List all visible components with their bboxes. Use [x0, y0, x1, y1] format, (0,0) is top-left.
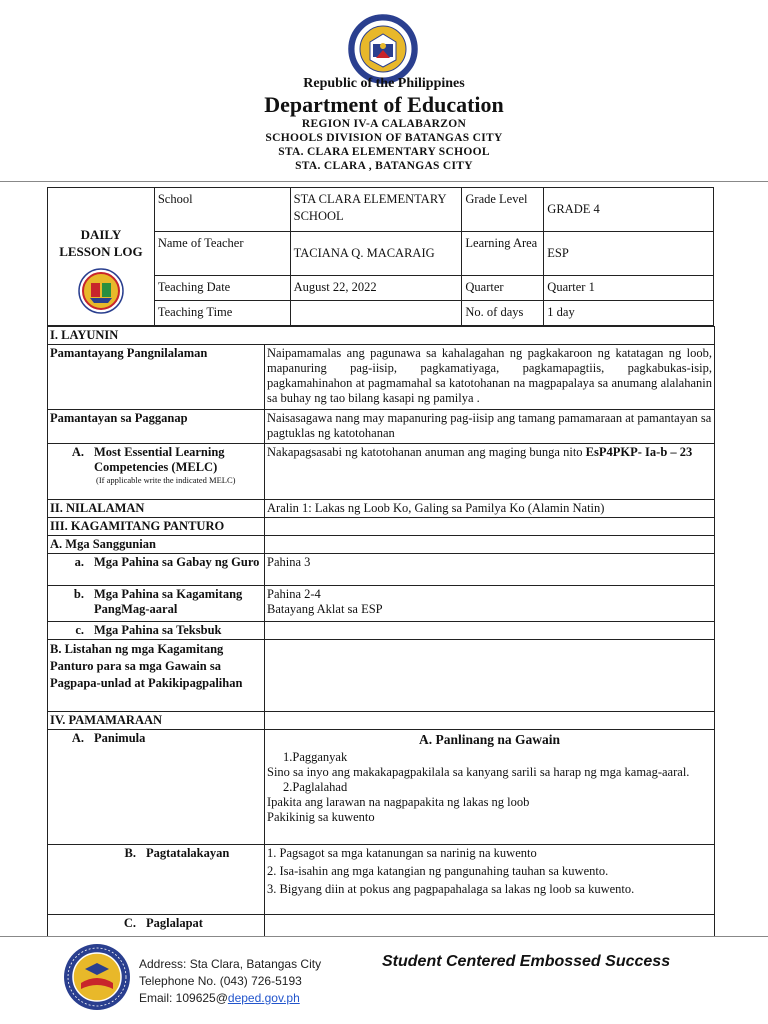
footer-telephone: Telephone No. (043) 726-5193: [139, 974, 302, 988]
talakay-item-1: 1. Pagsagot sa mga katanungan sa narinig na kuwento: [267, 846, 537, 860]
layunin-heading: I. LAYUNIN: [48, 327, 715, 345]
department-title: Department of Education: [264, 92, 504, 117]
pamamaraan-value: [265, 712, 715, 730]
school-motto: Student Centered Embossed Success: [382, 953, 671, 970]
talakay-item-2: 2. Isa-isahin ang mga katangian ng pangunahing tauhan sa kuwento.: [267, 864, 609, 878]
republic-line: Republic of the Philippines: [303, 76, 465, 91]
gabay-value: Pahina 3: [265, 554, 715, 586]
quarter-value: Quarter 1: [544, 276, 714, 301]
teaching-date-value: August 22, 2022: [290, 276, 462, 301]
melc-value-cell: [265, 444, 715, 500]
pamantayan-sa-pagganap-value: Naisasagawa nang may mapanuring pag-iisip ang tamang pamamaraan at pamantayan sa pagtuklas ng katotohanan: [265, 410, 715, 444]
footer-email-link[interactable]: deped.gov.ph: [227, 991, 300, 1005]
magaaral-value-cell: [265, 586, 715, 622]
magaaral-value-1: Pahina 2-4: [267, 587, 321, 601]
pagtatalakayan-cell: [48, 845, 265, 915]
quarter-label: Quarter: [462, 276, 544, 301]
footer-email-prefix: Email: 109625@: [139, 991, 228, 1005]
grade-level-value: GRADE 4: [544, 188, 714, 232]
division-line: SCHOOLS DIVISION OF BATANGAS CITY: [265, 132, 503, 144]
grade-level-label: Grade Level: [462, 188, 544, 232]
panimula-label: Panimula: [94, 731, 146, 745]
melc-label-cell: [48, 444, 265, 500]
region-line: REGION IV-A CALABARZON: [301, 118, 467, 130]
teaching-time-value: [290, 301, 462, 326]
paglalapat-marker: C.: [123, 916, 136, 930]
melc-code: EsP4PKP- Ia-b – 23: [585, 445, 693, 459]
teacher-value: TACIANA Q. MACARAIG: [290, 232, 462, 276]
pagtatalakayan-content: [265, 845, 715, 915]
melc-label: Most Essential Learning Competencies (MELC): [94, 445, 225, 474]
deped-seal-icon: [348, 14, 418, 84]
melc-marker: A.: [71, 445, 84, 459]
paglalahad-text-2: Pakikinig sa kuwento: [267, 810, 375, 824]
panimula-content: [265, 730, 715, 845]
pagganyak-heading: 1.Pagganyak: [283, 750, 348, 764]
learning-area-value: ESP: [544, 232, 714, 276]
days-value: 1 day: [544, 301, 714, 326]
panlinang-title: A. Panlinang na Gawain: [418, 732, 561, 747]
kagamitang-panturo-label: III. KAGAMITANG PANTURO: [48, 518, 265, 536]
listahan-value: [265, 640, 715, 712]
melc-note: (If applicable write the indicated MELC): [96, 475, 236, 485]
school-value: STA CLARA ELEMENTARY SCHOOL: [290, 188, 462, 232]
daily-lesson-log-cell: [48, 188, 155, 326]
nilalaman-label: II. NILALAMAN: [48, 500, 265, 518]
pamantayang-pangnilalaman-label: Pamantayang Pangnilalaman: [48, 345, 265, 410]
nilalaman-value: Aralin 1: Lakas ng Loob Ko, Galing sa Pamilya Ko (Alamin Natin): [265, 500, 715, 518]
magaaral-value-2: Batayang Aklat sa ESP: [267, 602, 383, 616]
talakay-item-3: 3. Bigyang diin at pokus ang pagpapahalaga sa lakas ng loob sa kuwento.: [267, 882, 635, 896]
dll-title-line2: LESSON LOG: [59, 244, 143, 259]
school-logo-icon: [78, 268, 124, 314]
pagganyak-text: Sino sa inyo ang makakapagpakilala sa kanyang sarili sa harap ng mga kamag-aaral.: [267, 765, 690, 779]
paglalapat-cell: [48, 915, 265, 937]
days-label: No. of days: [462, 301, 544, 326]
footer-email: [139, 991, 300, 1005]
school-label: School: [154, 188, 290, 232]
pagtatalakayan-label: Pagtatalakayan: [146, 846, 230, 860]
sanggunian-value: [265, 536, 715, 554]
magaaral-label: Mga Pahina sa Kagamitang PangMag-aaral: [94, 587, 243, 616]
teksbuk-label: Mga Pahina sa Teksbuk: [94, 623, 222, 637]
panimula-cell: [48, 730, 265, 845]
location-line: STA. CLARA , BATANGAS CITY: [295, 160, 473, 172]
school-line: STA. CLARA ELEMENTARY SCHOOL: [278, 146, 490, 158]
listahan-label: B. Listahan ng mga Kagamitang Panturo para sa mga Gawain sa Pagpapa-unlad at Pakikipagpalihan: [48, 640, 265, 712]
footer-divider: [0, 936, 768, 937]
gabay-marker: a.: [74, 555, 84, 569]
paglalahad-text-1: Ipakita ang larawan na nagpapakita ng lakas ng loob: [267, 795, 530, 809]
sanggunian-label: A. Mga Sanggunian: [48, 536, 265, 554]
teksbuk-marker: c.: [75, 623, 84, 637]
teaching-date-label: Teaching Date: [154, 276, 290, 301]
pamantayang-pangnilalaman-value: Naipamamalas ang pagunawa sa kahalagahan ng pagkakaroon ng katatagan ng loob, mapanuring pag-iisip, pagkamatiyaga, pagkamapagtiis, pagkabukas-isip, pagkamahinahon at pagmamahal sa katotohanan na magpapalaya sa anumang alalahanin sa buhay ng tao bilang kasapi ng pamilya .: [265, 345, 715, 410]
magaaral-marker: b.: [73, 587, 84, 601]
teksbuk-cell: [48, 622, 265, 640]
pamantayan-sa-pagganap-label: Pamantayan sa Pagganap: [48, 410, 265, 444]
magaaral-cell: [48, 586, 265, 622]
info-table: [47, 187, 714, 326]
paglalapat-label: Paglalapat: [146, 916, 203, 930]
melc-value: Nakapagsasabi ng katotohanan anuman ang maging bunga nito: [267, 445, 586, 459]
teksbuk-value: [265, 622, 715, 640]
learning-area-label: Learning Area: [462, 232, 544, 276]
lesson-table: [47, 326, 715, 937]
gabay-label: Mga Pahina sa Gabay ng Guro: [94, 555, 260, 569]
pagtatalakayan-marker: B.: [124, 846, 136, 860]
panimula-marker: A.: [71, 731, 84, 745]
paglalapat-value: [265, 915, 715, 937]
footer-address: Address: Sta Clara, Batangas City: [139, 957, 322, 971]
teacher-label: Name of Teacher: [154, 232, 290, 276]
pamamaraan-label: IV. PAMAMARAAN: [48, 712, 265, 730]
teaching-time-label: Teaching Time: [154, 301, 290, 326]
kagamitang-panturo-value: [265, 518, 715, 536]
gabay-cell: [48, 554, 265, 586]
dll-title-line1: DAILY: [80, 227, 122, 242]
school-footer-logo-icon: [63, 943, 131, 1011]
header-divider: [0, 181, 768, 182]
paglalahad-heading: 2.Paglalahad: [283, 780, 348, 794]
